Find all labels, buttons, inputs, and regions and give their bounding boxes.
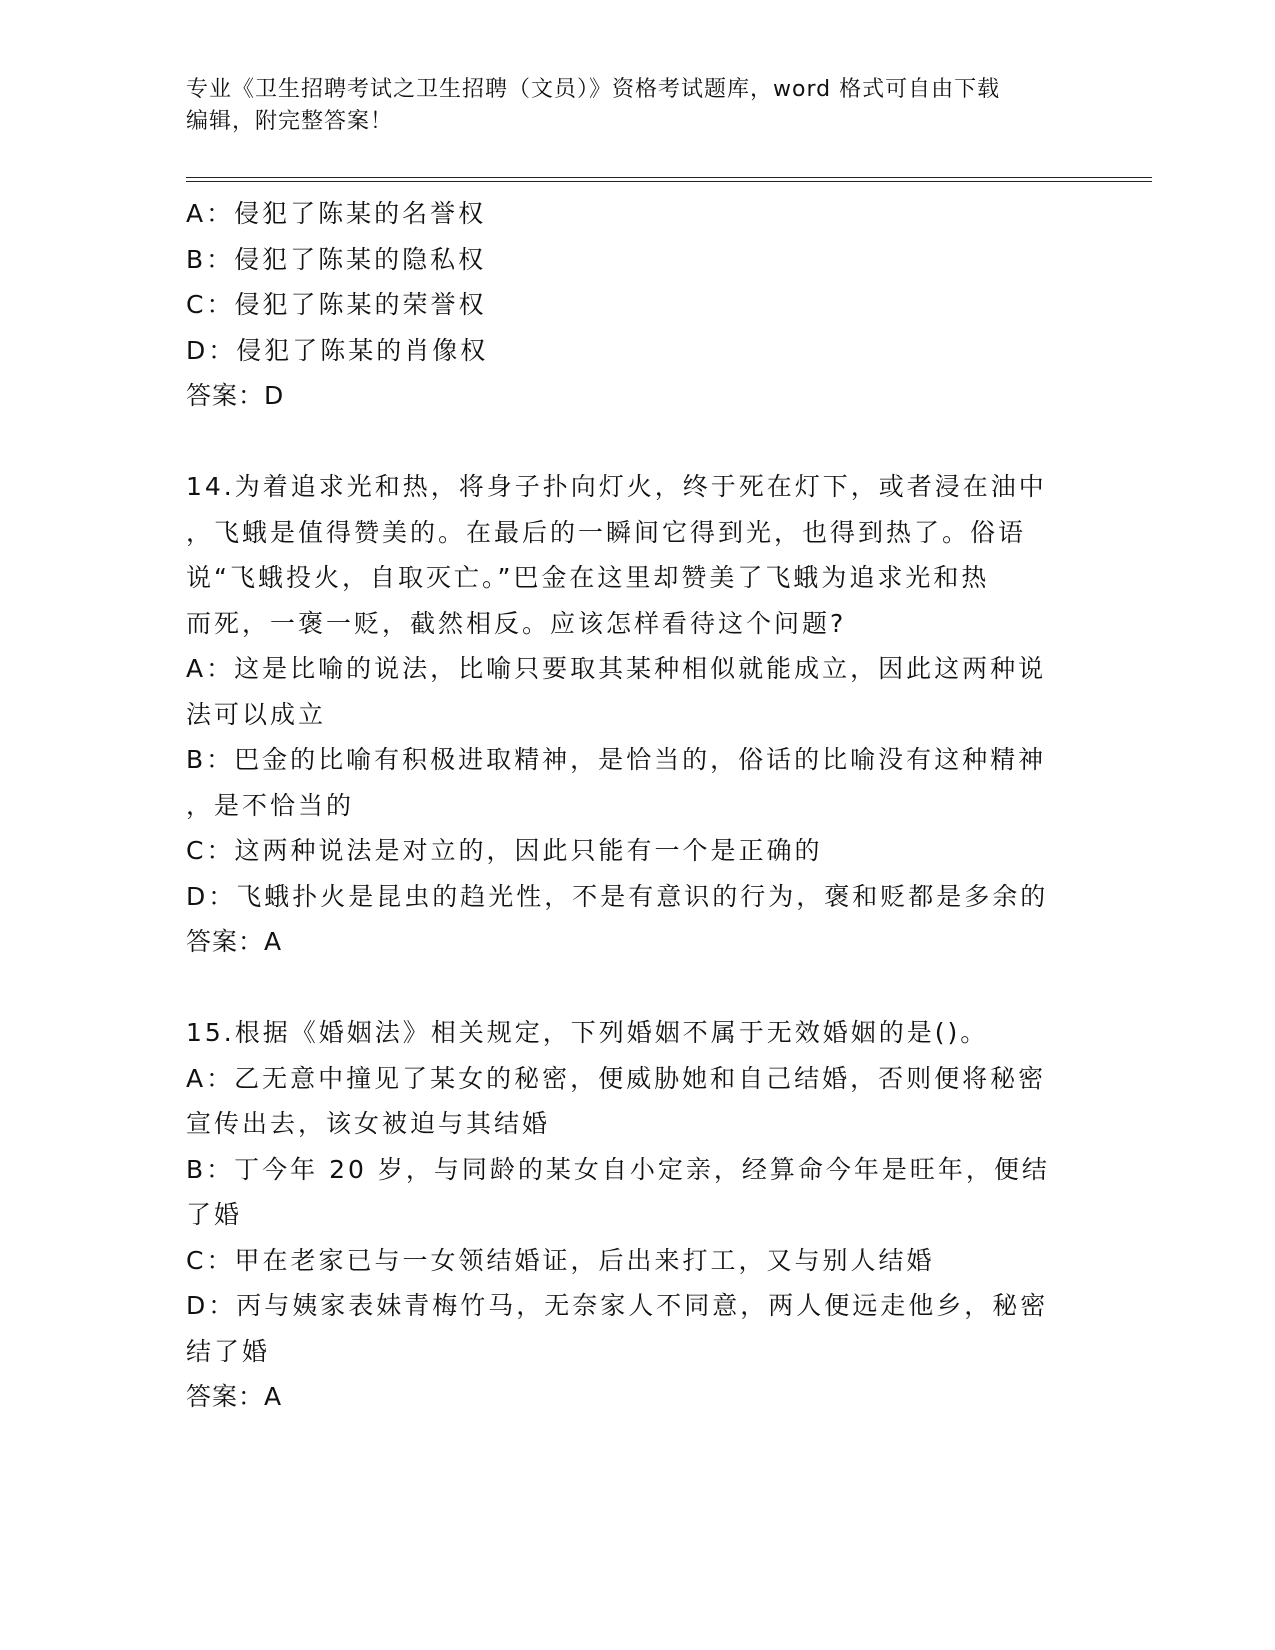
option-b: B：巴金的比喻有积极进取精神，是恰当的，俗话的比喻没有这种精神 <box>186 745 1047 774</box>
question-15 <box>186 1010 1066 1420</box>
option-a: A：乙无意中撞见了某女的秘密，便威胁她和自己结婚，否则便将秘密 <box>186 1063 1047 1093</box>
answer-line: 答案：A <box>186 927 283 956</box>
question-stem-line: 说“飞蛾投火，自取灭亡。”巴金在这里却赞美了飞蛾为追求光和热 <box>186 563 990 592</box>
answer-line: 答案：D <box>186 381 285 410</box>
header-divider <box>186 177 1152 182</box>
question-list <box>186 191 1066 1420</box>
option-c: C：侵犯了陈某的荣誉权 <box>186 290 487 319</box>
option-c: C：这两种说法是对立的，因此只能有一个是正确的 <box>186 836 823 865</box>
option-b-continued: ，是不恰当的 <box>186 790 355 820</box>
header-line: 专业《卫生招聘考试之卫生招聘（文员）》资格考试题库，word 格式可自由下载 <box>186 77 1001 102</box>
answer-line: 答案：A <box>186 1382 283 1411</box>
option-b: B：侵犯了陈某的隐私权 <box>186 244 487 274</box>
question-stem-line: 15.根据《婚姻法》相关规定，下列婚姻不属于无效婚姻的是()。 <box>186 1018 989 1047</box>
option-d-continued: 结了婚 <box>186 1336 271 1366</box>
option-c: C：甲在老家已与一女领结婚证，后出来打工，又与别人结婚 <box>186 1245 935 1275</box>
question-14 <box>186 464 1066 965</box>
question-stem-line: 14.为着追求光和热，将身子扑向灯火，终于死在灯下，或者浸在油中 <box>186 472 1047 501</box>
question-spacer <box>186 419 1066 465</box>
question-spacer <box>186 965 1066 1011</box>
option-d: D：丙与姨家表妹青梅竹马，无奈家人不同意，两人便远走他乡，秘密 <box>186 1291 1049 1320</box>
question-13 <box>186 191 1066 419</box>
option-d: D：飞蛾扑火是昆虫的趋光性，不是有意识的行为，褒和贬都是多余的 <box>186 881 1049 911</box>
option-b: B：丁今年 20 岁，与同龄的某女自小定亲，经算命今年是旺年，便结 <box>186 1154 1050 1184</box>
option-a-continued: 法可以成立 <box>186 699 327 729</box>
option-d: D：侵犯了陈某的肖像权 <box>186 335 489 365</box>
header-line: 编辑，附完整答案！ <box>186 109 394 134</box>
option-a: A：这是比喻的说法，比喻只要取其某种相似就能成立，因此这两种说 <box>186 654 1047 683</box>
option-a-continued: 宣传出去，该女被迫与其结婚 <box>186 1109 551 1138</box>
option-b-continued: 了婚 <box>186 1200 243 1229</box>
question-stem-line: 而死，一褒一贬，截然相反。应该怎样看待这个问题? <box>186 608 847 638</box>
question-stem-line: ，飞蛾是值得赞美的。在最后的一瞬间它得到光，也得到热了。俗语 <box>186 517 1027 547</box>
document-header <box>186 74 1066 138</box>
option-a: A：侵犯了陈某的名誉权 <box>186 199 487 228</box>
